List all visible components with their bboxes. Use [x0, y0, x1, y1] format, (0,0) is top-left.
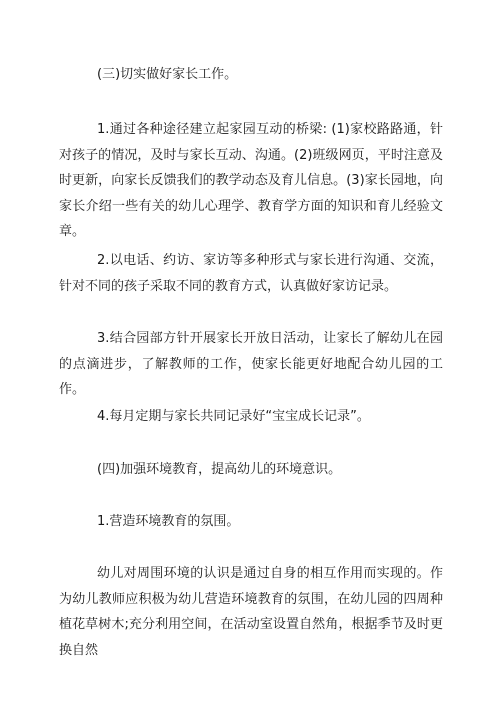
paragraph-communication: 2.以电话、约访、家访等多种形式与家长进行沟通、交流，针对不同的孩子采取不同的教育方式，认真做好家访记录。	[59, 253, 443, 294]
paragraph-growth-record: 4.每月定期与家长共同记录好“宝宝成长记录”。	[97, 409, 370, 424]
subheading-environment-atmosphere: 1.营造环境教育的氛围。	[97, 514, 240, 529]
section-heading-parent-work: (三)切实做好家长工作。	[97, 67, 238, 82]
paragraph-home-school-bridge: 1.通过各种途径建立起家园互动的桥梁: (1)家校路路通，针对孩子的情况，及时与家长互动、沟通。(2)班级网页，平时注意及时更新，向家长反馈我们的教学动态及育儿信息。(3)家长园地，向家长介绍一些有关的幼儿心理学、教育学方面的知识和育儿经验文章。	[59, 122, 443, 239]
paragraph-open-day: 3.结合园部方针开展家长开放日活动，让家长了解幼儿在园的点滴进步，了解教师的工作，使家长能更好地配合幼儿园的工作。	[59, 331, 443, 397]
paragraph-environment-awareness: 幼儿对周围环境的认识是通过自身的相互作用而实现的。作为幼儿教师应积极为幼儿营造环境教育的氛围，在幼儿园的四周种植花草树木;充分利用空间，在活动室设置自然角，根据季节及时更换自然	[59, 566, 443, 658]
section-heading-environment: (四)加强环境教育，提高幼儿的环境意识。	[97, 462, 342, 477]
